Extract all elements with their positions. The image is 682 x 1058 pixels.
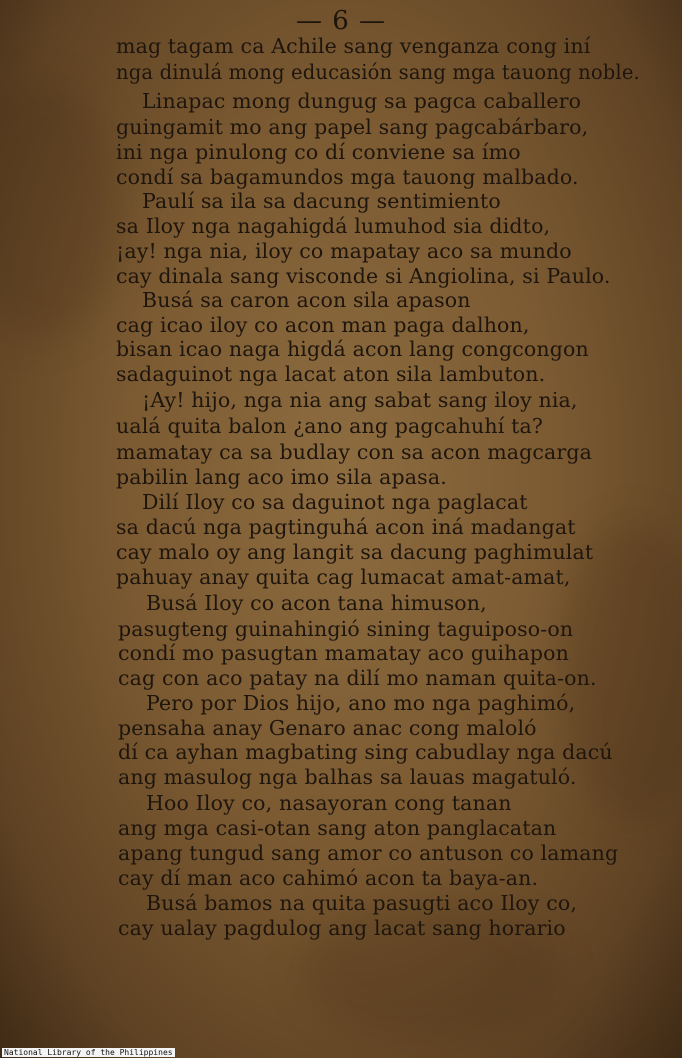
poem-line: cag icao iloy co acon man paga dalhon, bbox=[116, 313, 530, 337]
poem-line: Dilí Iloy co sa daguinot nga paglacat bbox=[142, 490, 528, 514]
poem-line: apang tungud sang amor co antuson co lamang bbox=[118, 841, 619, 865]
poem-line: condí mo pasugtan mamatay aco guihapon bbox=[118, 641, 570, 665]
poem-line: ang masulog nga balhas sa lauas magatuló. bbox=[118, 765, 577, 789]
poem-line: bisan icao naga higdá acon lang congcongon bbox=[116, 337, 589, 361]
poem-line: Pero por Dios hijo, ano mo nga paghimó, bbox=[146, 691, 576, 715]
poem-line: ualá quita balon ¿ano ang pagcahuhí ta? bbox=[116, 414, 544, 438]
poem-line: cag con aco patay na dilí mo naman quita-on. bbox=[118, 666, 597, 690]
poem-line: cay dinala sang visconde si Angiolina, si Paulo. bbox=[116, 264, 611, 288]
poem-line: ini nga pinulong co dí conviene sa ímo bbox=[116, 140, 521, 164]
poem-line: nga dinulá mong educasión sang mga tauong noble. bbox=[116, 60, 640, 84]
poem-line: cay ualay pagdulog ang lacat sang horario bbox=[118, 916, 566, 940]
poem-line: mag tagam ca Achile sang venganza cong iní bbox=[116, 34, 591, 58]
library-credit: National Library of the Philippines bbox=[4, 1048, 173, 1057]
poem-line: sa Iloy nga nagahigdá lumuhod sia didto, bbox=[116, 214, 551, 238]
poem-line: Busá Iloy co acon tana himuson, bbox=[146, 591, 487, 615]
poem-line: mamatay ca sa budlay con sa acon magcarga bbox=[116, 440, 593, 464]
poem-line: pensaha anay Genaro anac cong maloló bbox=[118, 716, 537, 740]
poem-line: Busá sa caron acon sila apason bbox=[142, 288, 471, 312]
poem-line: sadaguinot nga lacat aton sila lambuton. bbox=[116, 362, 546, 386]
poem-line: ¡Ay! hijo, nga nia ang sabat sang iloy nia, bbox=[142, 388, 578, 412]
poem-line: condí sa bagamundos mga tauong malbado. bbox=[116, 165, 579, 189]
poem-line: pahuay anay quita cag lumacat amat-amat, bbox=[116, 565, 571, 589]
poem-line: pabilin lang aco imo sila apasa. bbox=[116, 465, 447, 489]
poem-line: pasugteng guinahingió sining taguiposo-on bbox=[118, 617, 574, 641]
poem-line: Busá bamos na quita pasugti aco Iloy co, bbox=[146, 891, 577, 915]
poem-line: ¡ay! nga nia, iloy co mapatay aco sa mundo bbox=[116, 239, 572, 263]
poem-line: Paulí sa ila sa dacung sentimiento bbox=[142, 189, 501, 213]
poem-line: dí ca ayhan magbating sing cabudlay nga dacú bbox=[118, 740, 613, 764]
poem-line: ang mga casi-otan sang aton panglacatan bbox=[118, 816, 557, 840]
poem-line: Hoo Iloy co, nasayoran cong tanan bbox=[146, 791, 512, 815]
poem-line: sa dacú nga pagtinguhá acon iná madangat bbox=[116, 515, 576, 539]
page-number: — 6 — bbox=[295, 6, 387, 36]
poem-line: guingamit mo ang papel sang pagcabárbaro, bbox=[116, 115, 589, 139]
poem-line: Linapac mong dungug sa pagca caballero bbox=[142, 89, 582, 113]
poem-line: cay dí man aco cahimó acon ta baya-an. bbox=[118, 866, 539, 890]
poem-line: cay malo oy ang langit sa dacung paghimulat bbox=[116, 540, 594, 564]
